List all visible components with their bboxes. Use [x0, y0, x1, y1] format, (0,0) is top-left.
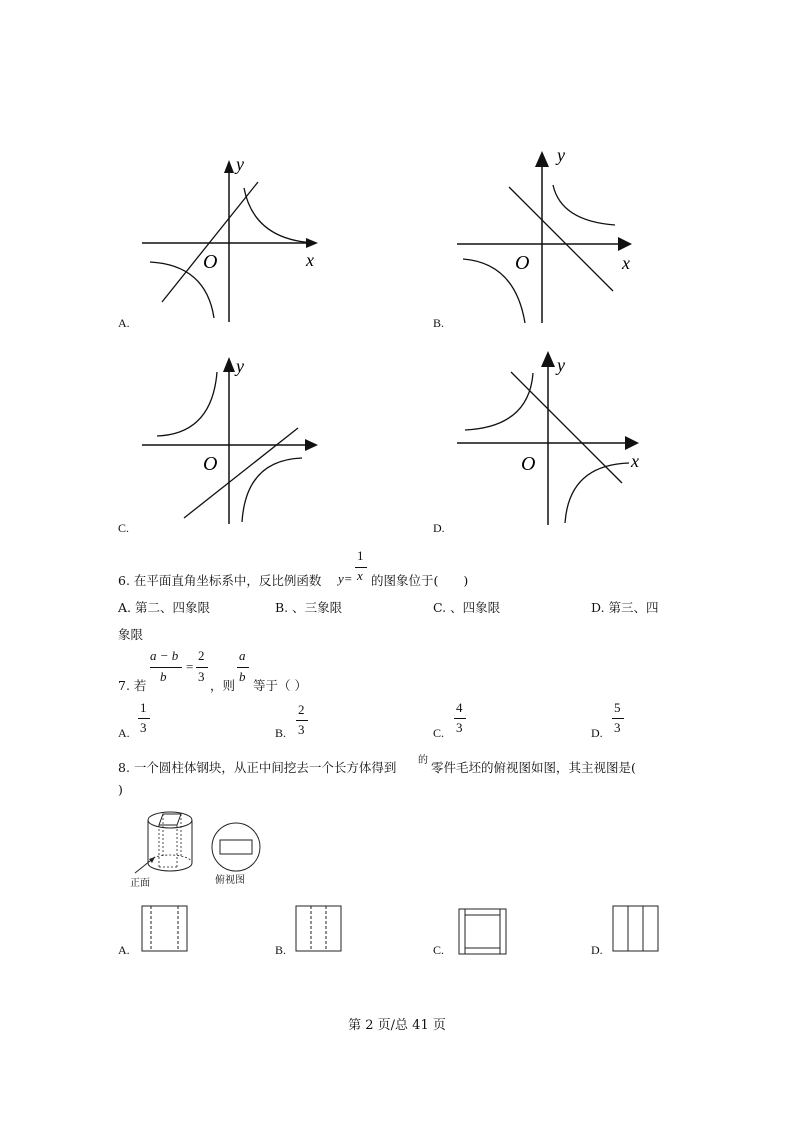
q7-suffix: 等于（ ） [253, 678, 307, 693]
q7-fraction-1 [148, 648, 188, 690]
graph-option-c [140, 350, 330, 530]
q7-f2-den: 3 [198, 669, 205, 684]
q7-equals: = [186, 659, 194, 674]
y-axis-label: y [557, 145, 565, 165]
q7-c-num: 4 [456, 700, 463, 715]
q7-f2-num: 2 [198, 648, 205, 663]
origin-label: O [203, 251, 218, 273]
q7-b-den: 3 [298, 722, 305, 737]
y-axis-label: y [557, 355, 565, 375]
q6-option-c: C. 、四象限 [433, 600, 501, 615]
q6-option-d: D. 第三、四 [591, 600, 659, 615]
q7-prefix: 7. 若 [118, 678, 147, 693]
q6-option-wrap: 象限 [118, 627, 144, 642]
q8-option-d-figure [612, 905, 660, 953]
q7-f3-num: a [239, 648, 246, 663]
y-axis-label: y [236, 356, 244, 376]
q7-a-num: 1 [140, 700, 147, 715]
option-label-c: C. [118, 521, 130, 535]
q7-option-a-label: A. [118, 726, 130, 740]
q6-prefix: 6. 在平面直角坐标系中，反比例函数 [118, 573, 322, 588]
q8-option-a-label: A. [118, 943, 130, 957]
q7-option-d-frac [612, 700, 626, 740]
q7-f1-den: b [160, 669, 167, 684]
q8-option-a-figure [141, 905, 189, 953]
q7-a-den: 3 [140, 720, 147, 735]
q7-option-a-frac [138, 700, 152, 740]
q8-superscript: 的 [418, 755, 428, 766]
graph-option-d [455, 345, 650, 530]
q8-option-c-label: C. [433, 943, 445, 957]
q7-option-d-label: D. [591, 726, 603, 740]
option-label-a: A. [118, 316, 130, 330]
x-axis-label: x [622, 253, 630, 273]
q6-suffix: 的图象位于( ) [371, 573, 469, 588]
graph-option-b [455, 145, 645, 330]
q7-option-b-frac [296, 702, 310, 742]
q7-mid: ，则 [210, 678, 236, 693]
q7-f3-den: b [239, 669, 246, 684]
q7-option-c-label: C. [433, 726, 445, 740]
q6-option-b: B. 、三象限 [275, 600, 343, 615]
option-label-d: D. [433, 521, 445, 535]
q8-option-b-figure [295, 905, 343, 953]
q7-fraction-2 [196, 648, 210, 690]
q7-b-num: 2 [298, 702, 305, 717]
page-footer: 第 2 页/总 41 页 [348, 1018, 446, 1033]
origin-label: O [515, 252, 530, 274]
q8-option-b-label: B. [275, 943, 287, 957]
q7-fraction-3 [237, 648, 251, 690]
q6-option-a: A. 第二、四象限 [118, 600, 210, 615]
q7-option-b-label: B. [275, 726, 287, 740]
q8-option-d-label: D. [591, 943, 603, 957]
y-axis-label: y [236, 154, 244, 174]
q6-frac-num: 1 [357, 548, 364, 563]
q7-f1-num: a − b [150, 648, 179, 663]
q7-d-den: 3 [614, 720, 621, 735]
x-axis-label: x [631, 451, 639, 471]
top-view-label: 俯视图 [215, 875, 245, 886]
q6-func-lhs: y= [338, 571, 353, 586]
graph-option-a [140, 150, 330, 330]
front-label: 正面 [130, 878, 150, 889]
origin-label: O [203, 453, 218, 475]
q6-frac-den: x [357, 568, 363, 583]
q8-line2: ) [118, 782, 123, 797]
q7-d-num: 5 [614, 700, 621, 715]
option-label-b: B. [433, 316, 445, 330]
q8-option-c-figure [458, 908, 508, 956]
origin-label: O [521, 453, 536, 475]
q7-c-den: 3 [456, 720, 463, 735]
q8-line1-b: 零件毛坯的俯视图如图，其主视图是( [431, 760, 636, 775]
x-axis-label: x [306, 250, 314, 270]
q8-line1-a: 8. 一个圆柱体钢块，从正中间挖去一个长方体得到 [118, 760, 397, 775]
q7-option-c-frac [454, 700, 468, 740]
